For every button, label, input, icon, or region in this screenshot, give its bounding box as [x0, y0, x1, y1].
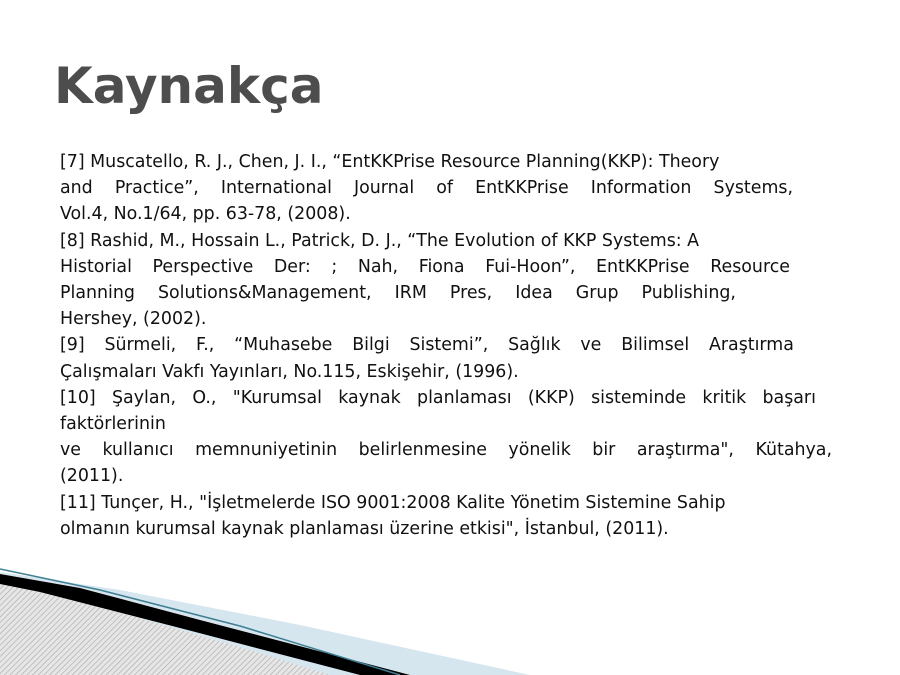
black-swoosh — [0, 574, 410, 675]
word: Solutions&Management, — [157, 283, 372, 304]
word: Fui-Hoon”, — [485, 256, 576, 277]
word: Kütahya, — [755, 440, 832, 461]
word: ve — [580, 335, 602, 356]
word: F., — [196, 335, 215, 356]
reference-line-13: (2011). — [60, 466, 124, 487]
word: EntKKPrise — [596, 256, 690, 277]
teal-line — [0, 569, 400, 675]
reference-line-14: [11] Tunçer, H., "İşletmelerde ISO 9001:2008 Kalite Yönetim Sistemine Sahip — [60, 492, 726, 513]
word: kaynak — [338, 387, 401, 408]
reference-line-4: [8] Rashid, M., Hossain L., Patrick, D. J., “The Evolution of KKP Systems: A — [60, 230, 700, 251]
word: Journal — [354, 178, 415, 199]
word: Systems, — [713, 178, 793, 199]
word: and — [60, 178, 93, 199]
word: memnuniyetinin — [195, 440, 338, 461]
word: (KKP) — [527, 387, 575, 408]
hatched-gray-wedge — [0, 575, 330, 675]
light-blue-swoosh — [0, 572, 530, 675]
word: kullanıcı — [102, 440, 174, 461]
word: O., — [192, 387, 217, 408]
word: ve — [60, 440, 81, 461]
reference-line-6 — [60, 280, 736, 306]
reference-line-12 — [60, 437, 832, 463]
word: International — [220, 178, 332, 199]
word: kritik — [702, 387, 747, 408]
references-body — [60, 149, 832, 542]
word: Historial — [60, 256, 132, 277]
word: sisteminde — [591, 387, 687, 408]
word: Pres, — [449, 283, 493, 304]
word: of — [436, 178, 454, 199]
reference-line-8 — [60, 332, 794, 358]
word: Bilimsel — [621, 335, 690, 356]
word: Idea — [515, 283, 553, 304]
word: Sistemi”, — [409, 335, 489, 356]
word: yönelik — [508, 440, 571, 461]
word: Der: — [273, 256, 311, 277]
word: araştırma", — [636, 440, 734, 461]
slide-title: Kaynakça — [54, 57, 324, 115]
reference-line-11: faktörlerinin — [60, 414, 166, 435]
word: planlaması — [417, 387, 512, 408]
word: Information — [590, 178, 692, 199]
word: Planning — [60, 283, 135, 304]
word: Perspective — [152, 256, 254, 277]
word: Resource — [710, 256, 790, 277]
word: Bilgi — [352, 335, 390, 356]
word: Practice”, — [114, 178, 199, 199]
word: bir — [592, 440, 616, 461]
word: Sürmeli, — [104, 335, 177, 356]
reference-line-15: olmanın kurumsal kaynak planlaması üzerine etkisi", İstanbul, (2011). — [60, 518, 669, 539]
word: Fiona — [418, 256, 465, 277]
word: “Muhasebe — [234, 335, 333, 356]
word: Araştırma — [709, 335, 794, 356]
word: Grup — [575, 283, 619, 304]
word: Nah, — [357, 256, 399, 277]
word: [9] — [60, 335, 85, 356]
word: Şaylan, — [112, 387, 177, 408]
word: belirlenmesine — [358, 440, 487, 461]
word: [10] — [60, 387, 96, 408]
word: IRM — [394, 283, 427, 304]
word: başarı — [762, 387, 816, 408]
reference-line-7: Hershey, (2002). — [60, 309, 207, 330]
word: "Kurumsal — [232, 387, 322, 408]
word: EntKKPrise — [475, 178, 569, 199]
reference-line-5 — [60, 254, 790, 280]
reference-line-2 — [60, 175, 793, 201]
reference-line-3: Vol.4, No.1/64, pp. 63-78, (2008). — [60, 204, 351, 225]
reference-line-9: Çalışmaları Vakfı Yayınları, No.115, Eskişehir, (1996). — [60, 361, 519, 382]
word: Publishing, — [641, 283, 736, 304]
word: Sağlık — [508, 335, 561, 356]
reference-line-1: [7] Muscatello, R. J., Chen, J. I., “EntKKPrise Resource Planning(KKP): Theory — [60, 152, 720, 172]
reference-line-10 — [60, 385, 816, 411]
word: ; — [331, 256, 338, 277]
